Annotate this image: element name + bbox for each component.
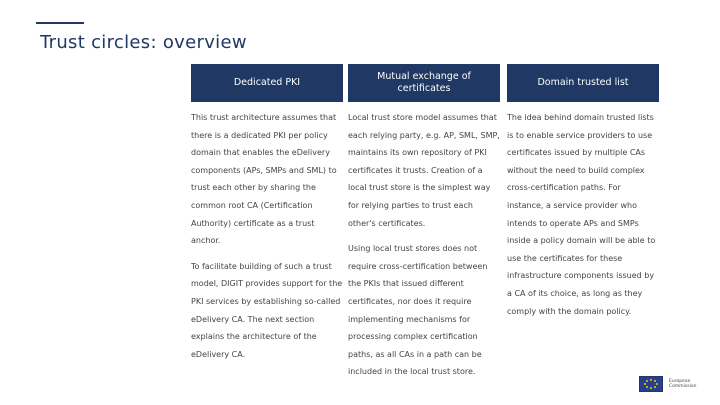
european-commission-logo [639, 374, 701, 394]
column-body-dedicated-pki [191, 109, 343, 363]
eu-flag-icon [639, 376, 663, 392]
paragraph: This trust architecture assumes that there is a dedicated PKI per policy domain that enables the eDelivery components (APs, SMPs and SML) to trust each other by sharing the common root CA (Certification Authority) certificate as a trust anchor. [191, 113, 337, 246]
paragraph: Local trust store model assumes that each relying party, e.g. AP, SML, SMP, maintains its own repository of PKI certificates it trusts. Creation of a local trust store is the simplest way for relying parties to trust each other's certificates. [348, 113, 500, 228]
column-mutual-exchange [348, 64, 500, 381]
logo-line1: European [669, 378, 691, 384]
column-dedicated-pki [191, 64, 343, 363]
slide-title: Trust circles: overview [40, 32, 247, 53]
logo-line2: Commission [669, 384, 697, 389]
column-header-dedicated-pki: Dedicated PKI [191, 64, 343, 102]
column-body-mutual-exchange [348, 109, 500, 381]
column-header-domain-trusted-list: Domain trusted list [507, 64, 659, 102]
column-header-mutual-exchange: Mutual exchange of certificates [348, 64, 500, 102]
paragraph: The idea behind domain trusted lists is to enable service providers to use certificates issued by multiple CAs without the need to build complex cross-certification paths. For instance, a service provider who intends to operate APs and SMPs inside a policy domain will be able to use the certificates for these infrastructure components issued by a CA of its choice, as long as they comply with the domain policy. [507, 113, 656, 316]
column-body-domain-trusted-list [507, 109, 659, 320]
title-accent-line [36, 22, 84, 24]
logo-text [669, 379, 696, 390]
paragraph: To facilitate building of such a trust model, DIGIT provides support for the PKI services by establishing so-called eDelivery CA. The next section explains the architecture of the eDelivery CA. [191, 261, 343, 359]
column-domain-trusted-list [507, 64, 659, 320]
paragraph: Using local trust stores does not require cross-certification between the PKIs that issued different certificates, nor does it require implementing mechanisms for processing complex certification paths, as all CAs in a path can be included in the local trust store. [348, 244, 488, 377]
